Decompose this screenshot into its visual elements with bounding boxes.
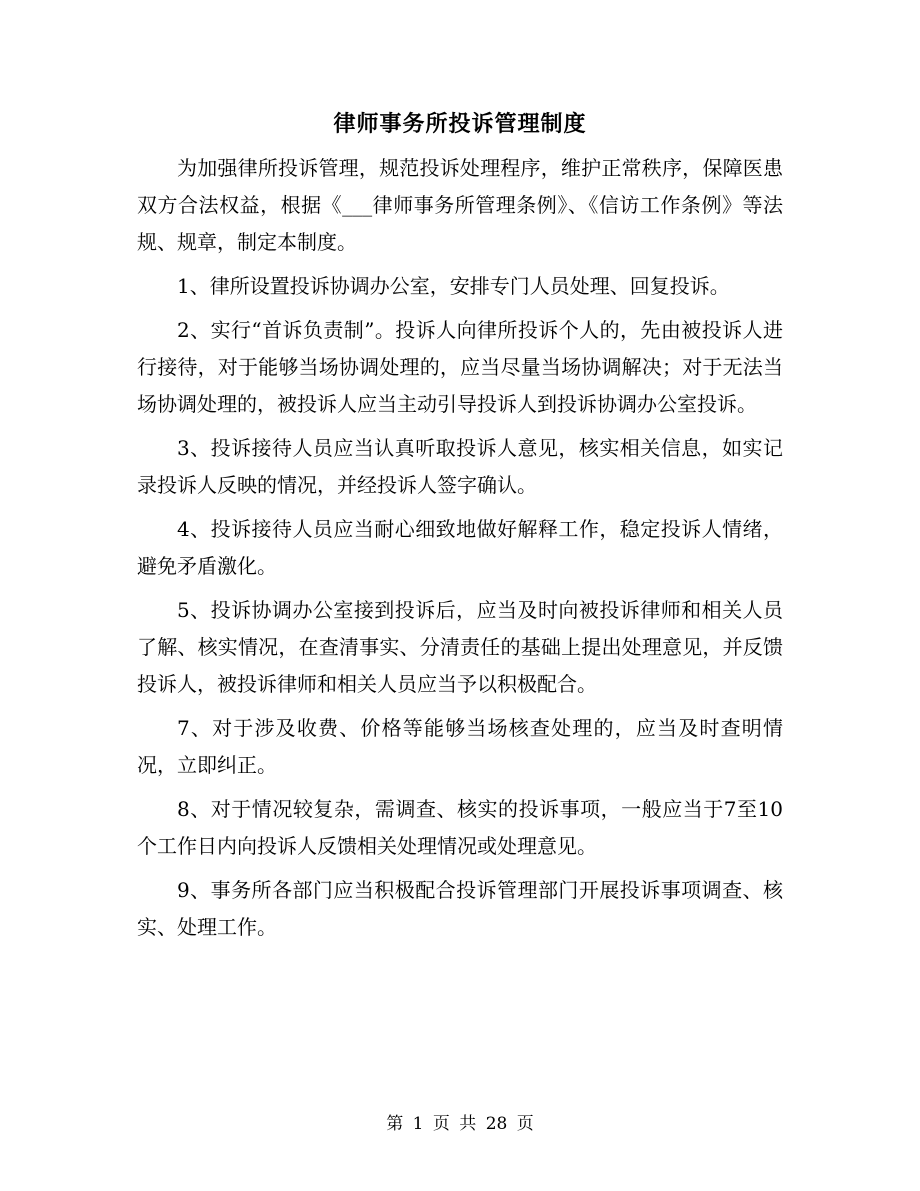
paragraph-item-8: 8、对于情况较复杂，需调查、核实的投诉事项，一般应当于7至10个工作日内向投诉人反馈相关处理情况或处理意见。 xyxy=(137,797,783,858)
document-title: 律师事务所投诉管理制度 xyxy=(333,112,587,137)
paragraph-item-9: 9、事务所各部门应当积极配合投诉管理部门开展投诉事项调查、核实、处理工作。 xyxy=(137,878,783,939)
paragraph-item-7: 7、对于涉及收费、价格等能够当场核查处理的，应当及时查明情况，立即纠正。 xyxy=(137,716,783,777)
paragraph-item-3: 3、投诉接待人员应当认真听取投诉人意见，核实相关信息，如实记录投诉人反映的情况，并经投诉人签字确认。 xyxy=(137,436,783,497)
paragraph-item-2: 2、实行“首诉负责制”。投诉人向律所投诉个人的，先由被投诉人进行接待，对于能够当场协调处理的，应当尽量当场协调解决；对于无法当场协调处理的，被投诉人应当主动引导投诉人到投诉协调办公室投诉。 xyxy=(137,318,783,416)
paragraph-item-5: 5、投诉协调办公室接到投诉后，应当及时向被投诉律师和相关人员了解、核实情况，在查清事实、分清责任的基础上提出处理意见，并反馈投诉人，被投诉律师和相关人员应当予以积极配合。 xyxy=(137,598,783,696)
paragraph-item-1: 1、律所设置投诉协调办公室，安排专门人员处理、回复投诉。 xyxy=(177,274,730,298)
page-number-footer: 第 1 页 共 28 页 xyxy=(386,1114,534,1134)
paragraph-item-4: 4、投诉接待人员应当耐心细致地做好解释工作，稳定投诉人情绪，避免矛盾激化。 xyxy=(137,517,783,578)
document-body xyxy=(137,150,783,953)
paragraph-intro: 为加强律所投诉管理，规范投诉处理程序，维护正常秩序，保障医患双方合法权益，根据《___律师事务所管理条例》、《信访工作条例》等法规、规章，制定本制度。 xyxy=(137,156,783,254)
